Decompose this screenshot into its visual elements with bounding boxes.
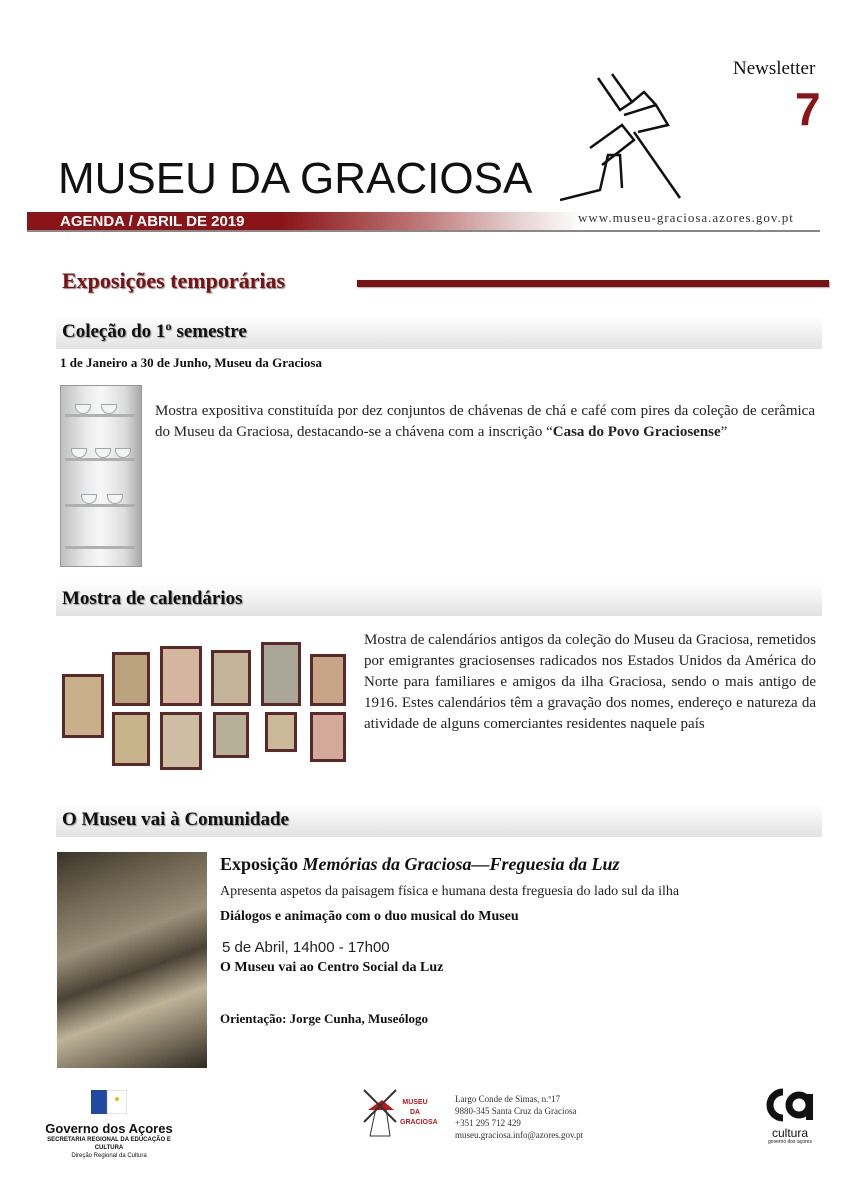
exhibit3-title: O Museu vai à Comunidade [62,809,289,830]
exhibit2-title: Mostra de calendários [62,588,243,609]
website-link[interactable]: www.museu-graciosa.azores.gov.pt [578,210,794,225]
exhibit3-location: O Museu vai ao Centro Social da Luz [220,960,444,975]
calendar-frame [265,712,297,752]
windmill-logo-icon [560,70,690,205]
exhibit1-text-start: Mostra expositiva constituída por dez conjuntos de chávenas de chá e café com pires da coleção de cerâmica do Museu da Graciosa, destacando-se a chávena com a inscrição “ [155,403,815,440]
calendar-frame [213,712,249,758]
expo-prefix: Exposição [220,854,303,874]
calendar-frame [160,712,202,770]
phone-number: +351 295 712 429 [455,1118,521,1128]
newsletter-label: Newsletter [733,58,816,79]
calendar-frame [310,654,346,706]
expo-title: Memórias da Graciosa—Freguesia da Luz [302,854,620,874]
azores-flag-icon [91,1090,127,1114]
exhibit3-expo-heading [220,854,620,875]
calendar-frame [160,646,202,706]
calendar-frame [261,642,301,706]
exhibit1-text-bold: Casa do Povo Graciosense [552,424,721,440]
logo-line3: GRACIOSA [400,1119,438,1126]
gov-acores-logo [34,1090,184,1160]
issue-number: 7 [795,83,821,135]
exhibit1-title: Coleção do 1º semestre [62,321,247,342]
gov-name: Governo dos Açores [45,1121,173,1136]
calendar-frame [112,712,150,766]
agenda-label: AGENDA / ABRIL DE 2019 [60,213,245,230]
logo-line2: DA [409,1109,421,1116]
calendar-frame [112,652,150,706]
exhibit2-description: Mostra de calendários antigos da coleção do Museu da Graciosa, remetidos por emigrantes graciosenses radicados nos Estados Unidos da América do Norte para familiares e amigos da ilha Graciosa, sendo o mais antigo de 1916. Estes calendários têm a gravação dos nomes, endereço e natureza da atividade de alguns comerciantes residentes naquele país [364,632,816,732]
display-cabinet-image [60,385,142,567]
exhibit3-orientacao: Orientação: Jorge Cunha, Museólogo [220,1011,428,1026]
address-line: 9880-345 Santa Cruz da Graciosa [455,1106,577,1116]
logo-line1: MUSEU [402,1099,428,1106]
email-link[interactable]: museu.graciosa.info@azores.gov.pt [455,1130,584,1140]
section-heading: Exposições temporárias [62,268,286,293]
exhibit1-dates: 1 de Janeiro a 30 de Junho, Museu da Graciosa [60,355,322,370]
historic-photo [57,852,207,1068]
museum-title: MUSEU DA GRACIOSA [58,154,533,203]
address-block [455,1093,583,1141]
windmill-icon [360,1086,400,1138]
gov-sub2: Direção Regional da Cultura [71,1153,147,1159]
address-line: Largo Conde de Simas, n.º17 [455,1094,561,1104]
calendar-frame [62,674,104,738]
calendar-frame [310,712,346,762]
section-rule [357,280,829,287]
exhibit1-text-end: ” [720,424,728,440]
exhibit3-dialogos: Diálogos e animação com o duo musical do Museu [220,909,519,924]
exhibit3-datetime: 5 de Abril, 14h00 - 17h00 [222,939,390,956]
exhibit3-description: Apresenta aspetos da paisagem física e humana desta freguesia do lado sul da ilha [220,884,680,899]
cultura-ca-icon [765,1088,815,1122]
cultura-sub: governo dos açores [768,1139,812,1145]
exhibit1-description [155,401,815,443]
cultura-logo [765,1088,815,1146]
calendar-frame [211,650,251,706]
gov-sub1: SECRETARIA REGIONAL DA EDUCAÇÃO E CULTURA [47,1137,171,1151]
cultura-word: cultura [771,1126,809,1140]
calendars-photo [58,638,350,773]
